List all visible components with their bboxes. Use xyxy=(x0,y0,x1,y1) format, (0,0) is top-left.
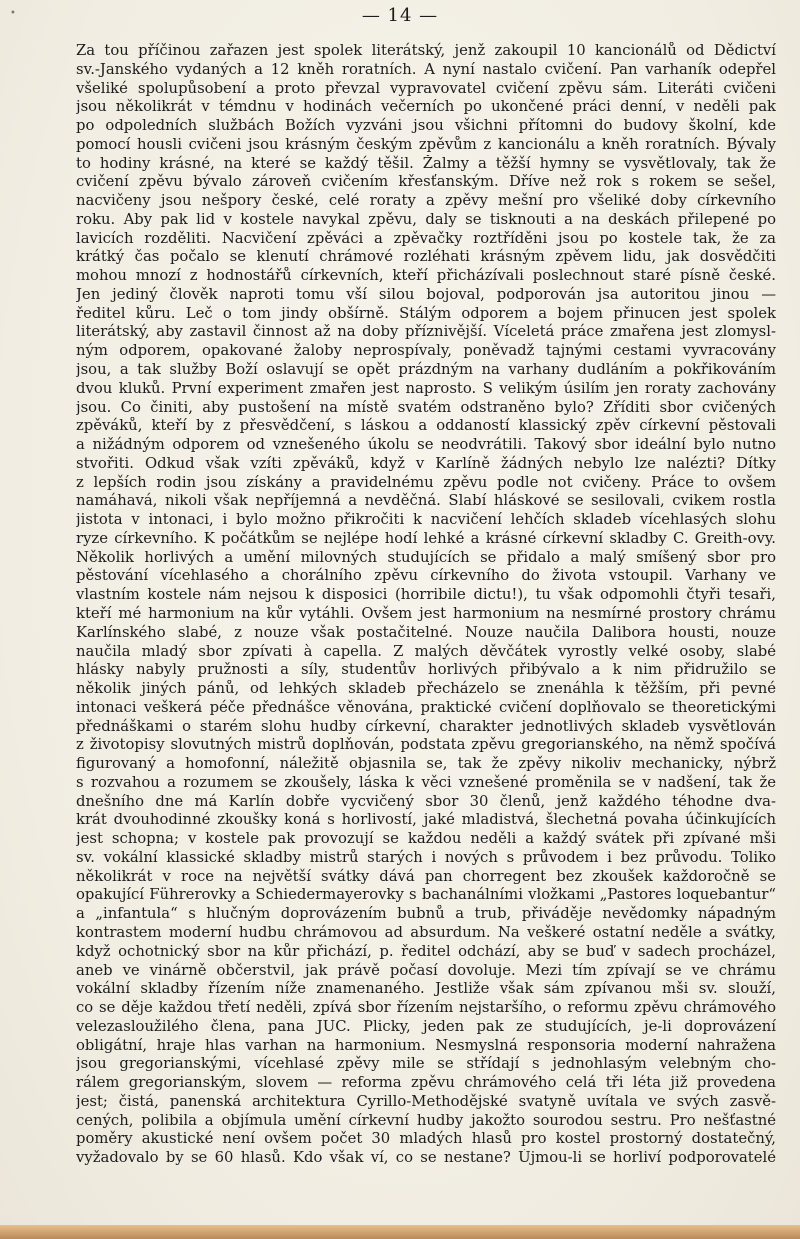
text-line: a „infantula“ s hlučným doprovázením bubnů a trub, přiváděje nevědomky nápadným xyxy=(76,905,776,923)
text-line: krátký čas počalo se klenutí chrámové rozléhati krásným zpěvem lidu, jak dosvědčiti xyxy=(76,248,776,266)
page-number: — 14 — xyxy=(361,5,439,26)
text-line: aneb ve vinárně občerstvil, jak právě počasí dovoluje. Mezi tím zpívají se ve chrámu xyxy=(76,961,776,979)
text-line: dnešního dne má Karlín dobře vycvičený sbor 30 členů, jenž každého téhodne dva- xyxy=(76,792,776,810)
text-line: dvou kluků. První experiment zmařen jest naprosto. S velikým úsilím jen roraty zachovány xyxy=(76,379,776,397)
text-line: obligátní, hraje hlas varhan na harmonium. Nesmyslná responsoria moderní nahražena xyxy=(76,1036,776,1054)
text-line: pomocí housli cvičeni jsou krásným českým zpěvům z kancionálu a kněh roratních. Bývaly xyxy=(76,135,776,153)
text-line: jsou, a tak služby Boží oslavují se opět prázdným na varhany dudláním a pokřikováním xyxy=(76,361,776,379)
text-line: roku. Aby pak lid v kostele navykal zpěvu, daly se tisknouti a na deskách přilepené po xyxy=(76,210,776,228)
text-line: mohou mnozí z hodnostářů církevních, kteří přicházívali poslechnout staré písně české. xyxy=(76,267,776,285)
text-line: opakující Führerovky a Schiedermayerovky s bachanálními vložkami „Pastores loquebantur“ xyxy=(76,886,776,904)
text-line: krát dvouhodinné zkoušky koná s horlivostí, jaké mladistvá, šlechetná povaha účinkujících xyxy=(76,811,776,829)
text-line: Několik horlivých a umění milovných studujících se přidalo a malý smíšený sbor pro xyxy=(76,548,776,566)
text-line: poměry akustické není ovšem počet 30 mladých hlasů pro kostel prostorný dostatečný, xyxy=(76,1130,776,1148)
text-line: cených, polibila a objímula umění církevní hudby jakožto sourodou sestru. Pro nešťastné xyxy=(76,1111,776,1129)
text-line: jistota v intonaci, i bylo možno přikročiti k nacvičení lehčích skladeb vícehlasých slohu xyxy=(76,511,776,529)
text-line: Karlínského slabé, z nouze však postačitelné. Nouze naučila Dalibora housti, nouze xyxy=(76,623,776,641)
text-line: s rozvahou a rozumem se zkoušely, láska k věci vznešené proměnila se v nadšení, tak že xyxy=(76,773,776,791)
text-line: zpěváků, kteří by z přesvědčení, s láskou a oddaností klassický zpěv církevní pěstovali xyxy=(76,417,776,435)
text-line: Za tou příčinou zařazen jest spolek literátský, jenž zakoupil 10 kancionálů od Dědictví xyxy=(76,42,776,59)
text-line: stvořiti. Odkud však vzíti zpěváků, když v Karlíně žádných nebylo lze nalézti? Dítky xyxy=(76,454,776,472)
text-line: a nižádným odporem od vznešeného úkolu se neodvrátili. Takový sbor ideální bylo nutno xyxy=(76,436,776,454)
text-line: lavicích rozděliti. Nacvičení zpěváci a zpěvačky roztříděni jsou po kostele tak, že za xyxy=(76,229,776,247)
text-line: literátský, aby zastavil činnost až na doby příznivější. Víceletá práce zmařena jest zlomysl- xyxy=(76,323,776,341)
text-line: pěstování vícehlasého a chorálního zpěvu církevního do života vstoupil. Varhany ve xyxy=(76,567,776,585)
text-line: vyžadovalo by se 60 hlasů. Kdo však ví, co se nestane? Újmou-li se horliví podporovatelé xyxy=(76,1149,776,1167)
text-line: přednáškami o starém slohu hudby církevní, charakter jednotlivých skladeb vysvětlován xyxy=(76,717,776,735)
text-line: hlásky nabyly pružnosti a síly, studentův horlivých přibývalo a k nim přidružilo se xyxy=(76,661,776,679)
text-line: z lepších rodin jsou získány a pravidelnému zpěvu podle not cvičeny. Práce to ovšem xyxy=(76,473,776,491)
text-line: velezasloužilého člena, pana JUC. Plicky, jeden pak ze studujících, je-li doprovázení xyxy=(76,1017,776,1035)
text-line: jsou. Co činiti, aby pustošení na místě svatém odstraněno bylo? Zříditi sbor cvičených xyxy=(76,398,776,416)
text-line: jsou několikrát v témdnu v hodinách večerních po ukončené práci denní, v neděli pak xyxy=(76,98,776,116)
text-line: intonaci veškerá péče přednášce věnována, praktické cvičení doplňovalo se theoretickými xyxy=(76,698,776,716)
text-line: naučila mladý sbor zpívati à capella. Z malých děvčátek vyrostly velké osoby, slabé xyxy=(76,642,776,660)
page-bottom-edge xyxy=(0,1225,800,1239)
text-line: sv. vokální klassické skladby mistrů starých i nových s průvodem i bez průvodu. Toliko xyxy=(76,848,776,866)
text-line: jest schopna; v kostele pak provozují se každou neděli a každý svátek při zpívané mši xyxy=(76,830,776,848)
text-line: to hodiny krásné, na které se každý těšil. Žalmy a těžší hymny se vysvětlovaly, tak že xyxy=(76,154,776,172)
corner-mark: • xyxy=(10,8,16,19)
text-line: figurovaný a homofonní, náležitě objasnila se, tak že zpěvy nikoliv mechanicky, nýbrž xyxy=(76,755,776,773)
text-line: když ochotnický sbor na kůr přichází, p. ředitel odchází, aby se buď v sadech procházel, xyxy=(76,942,776,960)
text-line: sv.-Janského vydaných a 12 kněh roratních. A nyní nastalo cvičení. Pan varhaník odepřel xyxy=(76,60,776,78)
text-line: ným odporem, opakované žaloby neprospívaly, poněvadž tajnými cestami vyvracovány xyxy=(76,342,776,360)
text-line: ředitel kůru. Leč o tom jindy obšírně. Stálým odporem a bojem přinucen jest spolek xyxy=(76,304,776,322)
text-line: cvičení zpěvu bývalo zároveň cvičením křesťanským. Dříve než rok s rokem se sešel, xyxy=(76,173,776,191)
text-line: jest; čistá, panenská architektura Cyrillo-Methodějské svatyně uvítala ve svých zasvě- xyxy=(76,1092,776,1110)
text-line: několik jiných pánů, od lehkých skladeb přecházelo se znenáhla k těžším, při pevné xyxy=(76,680,776,698)
text-line: po odpoledních službách Božích vyzváni jsou všichni přítomni do budovy školní, kde xyxy=(76,117,776,135)
text-line: vokální skladby řízením níže znamenaného. Jestliže však sám zpívanou mši sv. slouží, xyxy=(76,980,776,998)
text-line: všeliké spolupůsobení a proto převzal vypravovatel cvičení zpěvu sám. Literáti cvičeni xyxy=(76,79,776,97)
text-line: kteří mé harmonium na kůr vytáhli. Ovšem jest harmonium na nesmírné prostory chrámu xyxy=(76,604,776,622)
text-line: několikrát v roce na největší svátky dává pan chorregent bez zkoušek každoročně se xyxy=(76,867,776,885)
text-line: Jen jediný člověk naproti tomu vší silou bojoval, podporován jsa autoritou jinou — xyxy=(76,285,776,303)
text-line: z životopisy slovutných mistrů doplňován, podstata zpěvu gregorianského, na němž spočívá xyxy=(76,736,776,754)
text-line: namáhavá, nikoli však nepříjemná a nevděčná. Slabí hláskové se sesilovali, cvikem rostla xyxy=(76,492,776,510)
text-line: jsou gregorianskými, vícehlasé zpěvy mile se střídají s jednohlasým velebným cho- xyxy=(76,1055,776,1073)
text-line: kontrastem moderní hudbu chrámovou ad absurdum. Na veškeré ostatní neděle a svátky, xyxy=(76,923,776,941)
body-text xyxy=(76,42,776,1168)
text-line: ryze církevního. K počátkům se nejlépe hodí lehké a krásné církevní skladby C. Greith-ovy. xyxy=(76,529,776,547)
text-line: nacvičeny jsou nešpory české, celé roraty a zpěvy mešní pro všeliké doby církevního xyxy=(76,192,776,210)
text-line: rálem gregorianským, slovem — reforma zpěvu chrámového celá tři léta již provedena xyxy=(76,1074,776,1092)
text-line: co se děje každou třetí neděli, zpívá sbor řízením nejstaršího, o reformu zpěvu chrámového xyxy=(76,999,776,1017)
text-line: vlastním kostele nám nejsou k disposici (horribile dictu!), tu však odpomohli čtyři tesaři, xyxy=(76,586,776,604)
